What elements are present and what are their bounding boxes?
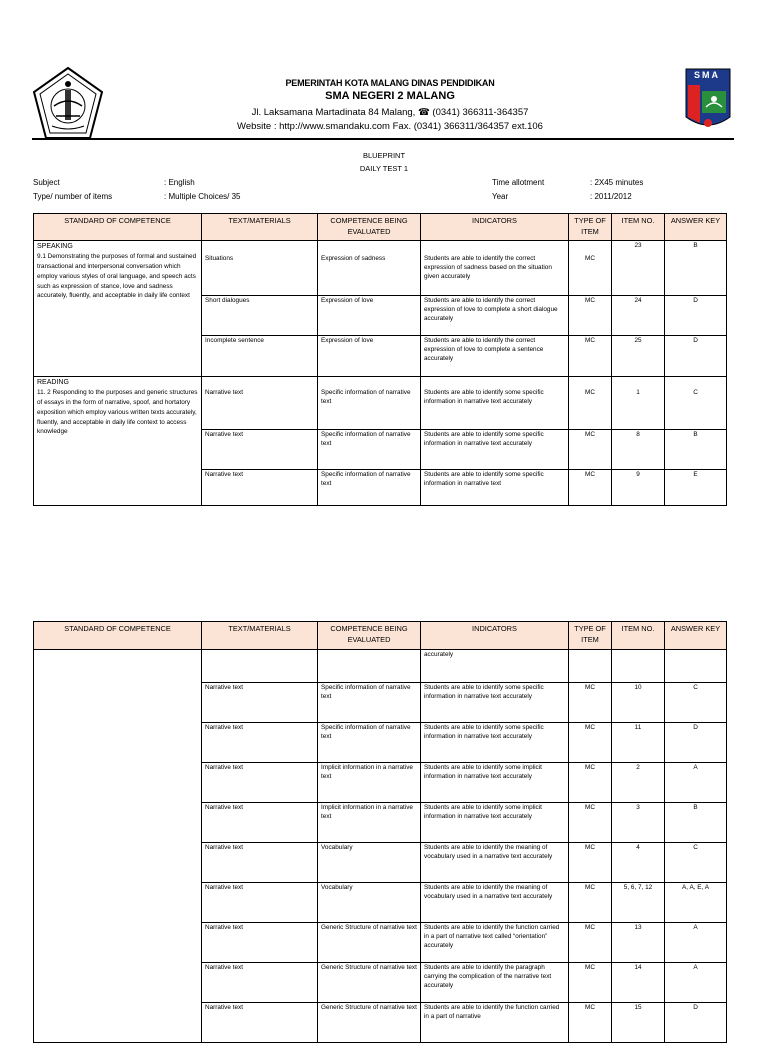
item-type: MC bbox=[569, 723, 612, 763]
indicator: Students are able to identify some specific information in narrative text accurately bbox=[421, 377, 569, 430]
text-material: Narrative text bbox=[202, 377, 318, 430]
item-type: MC bbox=[569, 963, 612, 1003]
answer-key: A bbox=[665, 963, 727, 1003]
header-text-materials: TEXT/MATERIALS bbox=[202, 214, 318, 241]
year-label: Year bbox=[492, 192, 509, 201]
competence: Specific information of narrative text bbox=[318, 470, 421, 506]
indicator: Students are able to identify the function carried in a part of narrative text called “orientation” accurately bbox=[421, 923, 569, 963]
item-type: MC bbox=[569, 336, 612, 377]
reading-label: READING bbox=[37, 379, 69, 386]
table-header-row bbox=[34, 622, 727, 650]
type-label: Type/ number of items bbox=[33, 192, 113, 201]
text-material: Incomplete sentence bbox=[202, 336, 318, 377]
indicator: Students are able to identify the correct expression of love to complete a short dialogue accurately bbox=[421, 296, 569, 336]
item-type: MC bbox=[569, 377, 612, 430]
item-number: 3 bbox=[612, 803, 665, 843]
header-standard: STANDARD OF COMPETENCE bbox=[34, 214, 202, 241]
answer-key: C bbox=[665, 377, 727, 430]
answer-key: D bbox=[665, 723, 727, 763]
answer-key: B bbox=[665, 241, 727, 296]
indicator: Students are able to identify some implicit information in narrative text accurately bbox=[421, 763, 569, 803]
table-row bbox=[34, 241, 727, 296]
header-indicators: INDICATORS bbox=[421, 622, 569, 650]
table-header-row bbox=[34, 214, 727, 241]
item-type: MC bbox=[569, 923, 612, 963]
standard-cell-continued bbox=[34, 650, 202, 1043]
competence: Implicit information in a narrative text bbox=[318, 803, 421, 843]
header-indicators: INDICATORS bbox=[421, 214, 569, 241]
table-row-continued bbox=[34, 650, 727, 683]
school-website-fax: Website : http://www.smandaku.com Fax. (0341) 366311/364357 ext.106 bbox=[237, 121, 543, 132]
city-emblem-logo bbox=[32, 66, 104, 142]
item-number: 24 bbox=[612, 296, 665, 336]
item-type: MC bbox=[569, 883, 612, 923]
text-material: Narrative text bbox=[202, 683, 318, 723]
competence: Specific information of narrative text bbox=[318, 683, 421, 723]
indicator: Students are able to identify the function carried in a part of narrative bbox=[421, 1003, 569, 1043]
answer-key: C bbox=[665, 683, 727, 723]
competence: Vocabulary bbox=[318, 843, 421, 883]
answer-key: A bbox=[665, 923, 727, 963]
header-competence: COMPETENCE BEING EVALUATED bbox=[318, 214, 421, 241]
item-number: 1 bbox=[612, 377, 665, 430]
table-row bbox=[34, 377, 727, 430]
item-type: MC bbox=[569, 1003, 612, 1043]
time-allotment-label: Time allotment bbox=[492, 178, 545, 187]
indicator: Students are able to identify the meaning of vocabulary used in a narrative text accurately bbox=[421, 843, 569, 883]
indicator: Students are able to identify the correct expression of love to complete a sentence accurately bbox=[421, 336, 569, 377]
competence: Specific information of narrative text bbox=[318, 723, 421, 763]
item-number: 11 bbox=[612, 723, 665, 763]
text-material: Situations bbox=[202, 241, 318, 296]
type-value: : Multiple Choices/ 35 bbox=[164, 192, 241, 201]
header-item-no: ITEM NO. bbox=[612, 622, 665, 650]
header-competence: COMPETENCE BEING EVALUATED bbox=[318, 622, 421, 650]
answer-key: D bbox=[665, 336, 727, 377]
indicator: Students are able to identify the correct expression of sadness based on the situation given accurately bbox=[421, 241, 569, 296]
text-material: Narrative text bbox=[202, 723, 318, 763]
year-value: : 2011/2012 bbox=[590, 192, 632, 201]
school-name: SMA NEGERI 2 MALANG bbox=[325, 90, 455, 102]
item-number: 23 bbox=[612, 241, 665, 296]
answer-key: B bbox=[665, 430, 727, 470]
competence: Expression of sadness bbox=[318, 241, 421, 296]
item-number: 9 bbox=[612, 470, 665, 506]
speaking-label: SPEAKING bbox=[37, 243, 73, 250]
competence: Specific information of narrative text bbox=[318, 430, 421, 470]
answer-key: B bbox=[665, 803, 727, 843]
item-type: MC bbox=[569, 683, 612, 723]
standard-reading-cell bbox=[34, 377, 202, 506]
item-type: MC bbox=[569, 843, 612, 883]
item-number: 14 bbox=[612, 963, 665, 1003]
indicator: accurately bbox=[421, 650, 569, 683]
item-number: 13 bbox=[612, 923, 665, 963]
item-type: MC bbox=[569, 803, 612, 843]
standard-speaking-cell bbox=[34, 241, 202, 377]
competence: Expression of love bbox=[318, 336, 421, 377]
indicator: Students are able to identify some implicit information in narrative text accurately bbox=[421, 803, 569, 843]
competence: Generic Structure of narrative text bbox=[318, 923, 421, 963]
item-number: 8 bbox=[612, 430, 665, 470]
text-material: Short dialogues bbox=[202, 296, 318, 336]
header-standard: STANDARD OF COMPETENCE bbox=[34, 622, 202, 650]
text-material: Narrative text bbox=[202, 430, 318, 470]
header-answer-key: ANSWER KEY bbox=[665, 622, 727, 650]
reading-standard: 11. 2 Responding to the purposes and generic structures of essays in the form of narrative, spoof, and hortatory exposition which employ various written texts accurately, fluently, and acceptable in daily life context to access knowledge bbox=[37, 388, 198, 436]
indicator: Students are able to identify some specific information in narrative text accurately bbox=[421, 683, 569, 723]
item-type bbox=[569, 650, 612, 683]
text-material: Narrative text bbox=[202, 843, 318, 883]
doc-title: BLUEPRINT bbox=[362, 151, 406, 160]
text-material: Narrative text bbox=[202, 763, 318, 803]
item-type: MC bbox=[569, 241, 612, 296]
letterhead-line-1: PEMERINTAH KOTA MALANG DINAS PENDIDIKAN bbox=[285, 78, 495, 88]
sma-logo-text: SMA bbox=[694, 70, 720, 80]
answer-key: D bbox=[665, 296, 727, 336]
competence: Specific information of narrative text bbox=[318, 377, 421, 430]
competence bbox=[318, 650, 421, 683]
text-material: Narrative text bbox=[202, 923, 318, 963]
item-number: 5, 6, 7, 12 bbox=[612, 883, 665, 923]
text-material: Narrative text bbox=[202, 883, 318, 923]
text-material: Narrative text bbox=[202, 1003, 318, 1043]
speaking-standard: 9.1 Demonstrating the purposes of formal and sustained transactional and interpersonal conversation which employ various styles of oral language, and speech acts such as expression of stance, love and sadness accurately, fluently, and acceptable in daily life context bbox=[37, 252, 197, 300]
item-number: 2 bbox=[612, 763, 665, 803]
header-type: TYPE OF ITEM bbox=[569, 214, 612, 241]
doc-subtitle: DAILY TEST 1 bbox=[359, 164, 409, 173]
competence: Expression of love bbox=[318, 296, 421, 336]
text-material: Narrative text bbox=[202, 470, 318, 506]
letterhead-rule bbox=[32, 138, 734, 140]
subject-value: : English bbox=[164, 178, 195, 187]
item-number: 4 bbox=[612, 843, 665, 883]
competence: Generic Structure of narrative text bbox=[318, 963, 421, 1003]
competence: Vocabulary bbox=[318, 883, 421, 923]
indicator: Students are able to identify the meaning of vocabulary used in a narrative text accurately bbox=[421, 883, 569, 923]
answer-key: D bbox=[665, 1003, 727, 1043]
item-number: 15 bbox=[612, 1003, 665, 1043]
item-number: 25 bbox=[612, 336, 665, 377]
header-item-no: ITEM NO. bbox=[612, 214, 665, 241]
item-type: MC bbox=[569, 470, 612, 506]
indicator: Students are able to identify the paragraph carrying the complication of the narrative text accurately bbox=[421, 963, 569, 1003]
blueprint-table-1 bbox=[33, 213, 727, 506]
indicator: Students are able to identify some specific information in narrative text accurately bbox=[421, 723, 569, 763]
item-number bbox=[612, 650, 665, 683]
item-number: 10 bbox=[612, 683, 665, 723]
answer-key: A bbox=[665, 763, 727, 803]
indicator: Students are able to identify some specific information in narrative text bbox=[421, 470, 569, 506]
header-type: TYPE OF ITEM bbox=[569, 622, 612, 650]
item-type: MC bbox=[569, 296, 612, 336]
answer-key: A, A, E, A bbox=[665, 883, 727, 923]
header-text-materials: TEXT/MATERIALS bbox=[202, 622, 318, 650]
answer-key: E bbox=[665, 470, 727, 506]
indicator: Students are able to identify some specific information in narrative text accurately bbox=[421, 430, 569, 470]
text-material: Narrative text bbox=[202, 803, 318, 843]
competence: Generic Structure of narrative text bbox=[318, 1003, 421, 1043]
blueprint-table-2 bbox=[33, 621, 727, 1043]
answer-key: C bbox=[665, 843, 727, 883]
item-type: MC bbox=[569, 430, 612, 470]
item-type: MC bbox=[569, 763, 612, 803]
text-material: Narrative text bbox=[202, 963, 318, 1003]
subject-label: Subject bbox=[33, 178, 60, 187]
answer-key bbox=[665, 650, 727, 683]
competence: Implicit information in a narrative text bbox=[318, 763, 421, 803]
time-allotment-value: : 2X45 minutes bbox=[590, 178, 644, 187]
text-material bbox=[202, 650, 318, 683]
school-address: Jl. Laksamana Martadinata 84 Malang, ☎ (0341) 366311-364357 bbox=[251, 107, 529, 118]
header-answer-key: ANSWER KEY bbox=[665, 214, 727, 241]
